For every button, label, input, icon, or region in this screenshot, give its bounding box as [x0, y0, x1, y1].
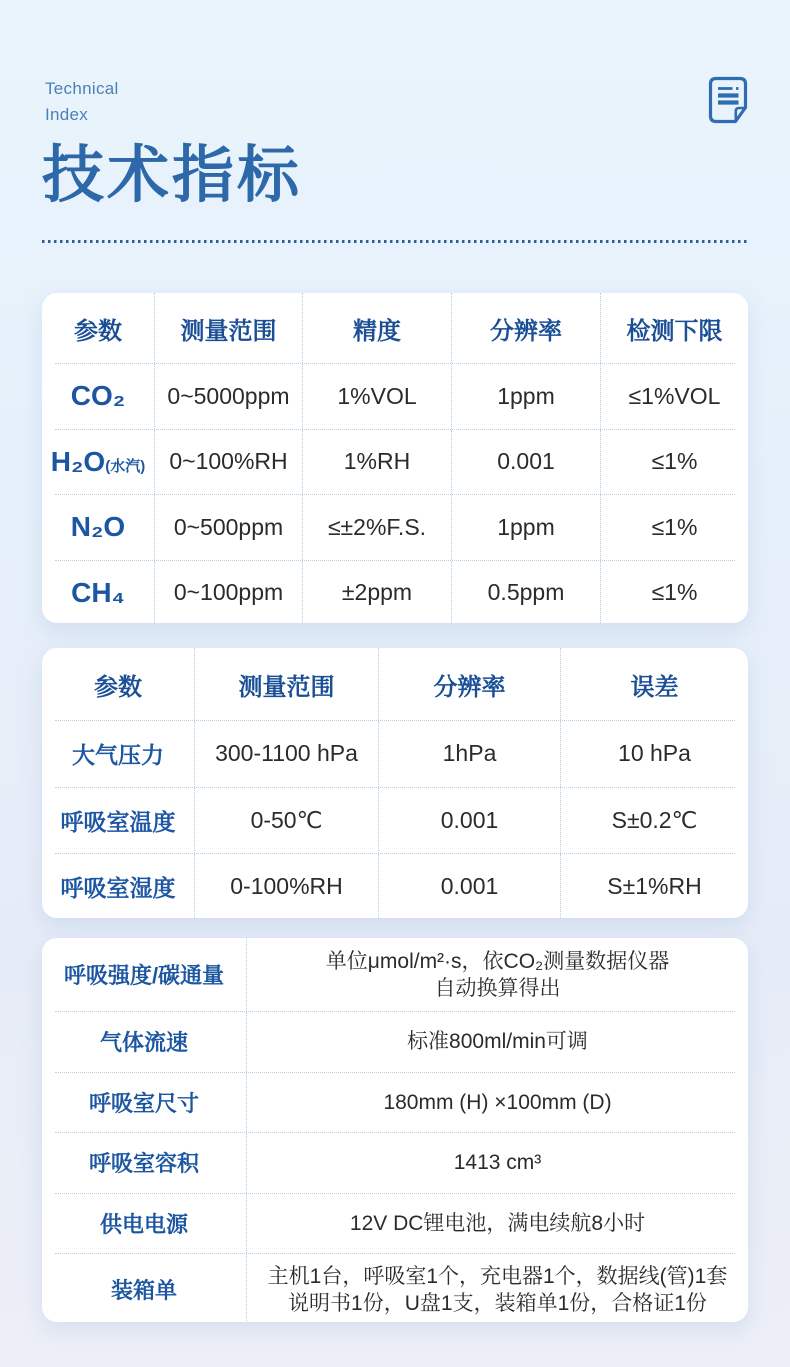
spec-value: 单位μmol/m²·s，依CO₂测量数据仪器 自动换算得出 [246, 938, 748, 1011]
table-cell: S±0.2℃ [560, 788, 748, 854]
parameter-name: CH₄ [71, 576, 125, 608]
table-cell: 1%RH [302, 430, 451, 495]
column-header: 参数 [94, 673, 142, 701]
environment-parameters-table [42, 648, 748, 918]
table-cell: 0.001 [378, 854, 560, 918]
table-row [42, 1254, 748, 1322]
parameter-name: 呼吸室温度 [60, 808, 176, 835]
table-cell: 0~100%RH [154, 430, 302, 495]
spec-value: 1413 cm³ [246, 1133, 748, 1193]
eyebrow-text [45, 76, 119, 128]
table-cell: S±1%RH [560, 854, 748, 918]
table-cell: 0~500ppm [154, 495, 302, 560]
device-spec-table [42, 938, 748, 1322]
table-cell: 1%VOL [302, 364, 451, 429]
table-cell: ≤1% [600, 561, 748, 624]
column-header: 测量范围 [194, 648, 378, 720]
spec-label: 供电电源 [99, 1211, 188, 1237]
column-header: 检测下限 [600, 293, 748, 363]
table-cell: 0~5000ppm [154, 364, 302, 429]
column-header: 参数 [74, 317, 122, 345]
spec-label: 呼吸强度/碳通量 [63, 963, 225, 988]
table-row [42, 1194, 748, 1254]
table-cell: ≤1%VOL [600, 364, 748, 429]
table-row [42, 938, 748, 1011]
table-cell: ±2ppm [302, 561, 451, 624]
table-row [42, 430, 748, 495]
gas-parameters-table [42, 293, 748, 623]
eyebrow-line1: Technical [45, 79, 119, 98]
table-cell: 1hPa [378, 721, 560, 787]
spec-label: 气体流速 [99, 1030, 188, 1056]
table-cell: 0.001 [378, 788, 560, 854]
parameter-name: CO₂ [70, 380, 126, 412]
table-cell: 1ppm [451, 495, 600, 560]
column-header: 精度 [302, 293, 451, 363]
spec-label: 呼吸室容积 [88, 1151, 199, 1177]
table-cell: 0-100%RH [194, 854, 378, 918]
table-cell: 0~100ppm [154, 561, 302, 624]
parameter-name: H₂O (水汽) [50, 445, 146, 477]
table-cell: 0-50℃ [194, 788, 378, 854]
column-header: 分辨率 [451, 293, 600, 363]
page-title: 技术指标 [42, 142, 303, 210]
table-cell: ≤1% [600, 495, 748, 560]
spec-label: 装箱单 [110, 1278, 177, 1303]
table-row [42, 495, 748, 560]
table-cell: ≤±2%F.S. [302, 495, 451, 560]
spec-label: 呼吸室尺寸 [88, 1090, 199, 1116]
table-cell: 1ppm [451, 364, 600, 429]
document-list-icon [708, 76, 748, 125]
parameter-name: 大气压力 [72, 742, 164, 769]
spec-value: 180mm (H) ×100mm (D) [246, 1073, 748, 1133]
table-cell: 0.5ppm [451, 561, 600, 624]
spec-value: 主机1台，呼吸室1个，充电器1个，数据线(管)1套 说明书1份，U盘1支，装箱单1份，合格证1份 [246, 1254, 748, 1322]
dashed-divider [42, 240, 748, 243]
table-cell: ≤1% [600, 430, 748, 495]
spec-value: 标准800ml/min可调 [246, 1012, 748, 1072]
table-cell: 0.001 [451, 430, 600, 495]
table-row [42, 788, 748, 854]
table-row [42, 854, 748, 918]
column-header: 测量范围 [154, 293, 302, 363]
column-header: 分辨率 [378, 648, 560, 720]
table-row [42, 561, 748, 624]
spec-value: 12V DC锂电池，满电续航8小时 [246, 1194, 748, 1254]
table-header-row [42, 648, 748, 720]
table-row [42, 364, 748, 429]
column-header: 误差 [560, 648, 748, 720]
parameter-name: N₂O [70, 511, 126, 543]
table-row [42, 1012, 748, 1072]
table-header-row [42, 293, 748, 363]
parameter-name: 呼吸室湿度 [60, 875, 176, 902]
eyebrow-line2: Index [45, 105, 89, 124]
table-row [42, 1073, 748, 1133]
table-row [42, 721, 748, 787]
table-cell: 300-1100 hPa [194, 721, 378, 787]
table-row [42, 1133, 748, 1193]
table-cell: 10 hPa [560, 721, 748, 787]
